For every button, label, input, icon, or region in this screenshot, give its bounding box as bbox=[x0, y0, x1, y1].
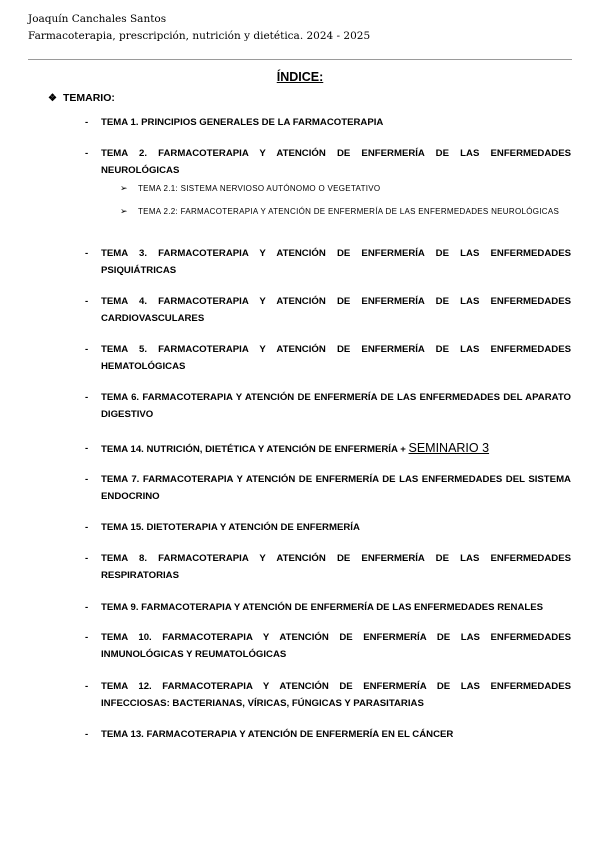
toc-item-tema-3[interactable] bbox=[85, 245, 571, 279]
toc-item-label: TEMA 13. FARMACOTERAPIA Y ATENCIÓN DE ENFERMERÍA EN EL CÁNCER bbox=[101, 729, 454, 740]
toc-item-label: TEMA 10. FARMACOTERAPIA Y ATENCIÓN DE ENFERMERÍA DE LAS ENFERMEDADES INMUNOLÓGICAS Y REUMATOLÓGICAS bbox=[101, 632, 571, 660]
dash-bullet: - bbox=[85, 729, 89, 740]
toc-subitem-tema-2-1[interactable] bbox=[120, 181, 571, 196]
toc-item-tema-5[interactable] bbox=[85, 341, 571, 375]
toc-item-tema-1[interactable] bbox=[85, 114, 571, 131]
toc-item-label-wrap bbox=[101, 440, 571, 458]
toc-item-label: TEMA 3. FARMACOTERAPIA Y ATENCIÓN DE ENFERMERÍA DE LAS ENFERMEDADES PSIQUIÁTRICAS bbox=[101, 248, 571, 276]
dash-bullet: - bbox=[85, 148, 89, 159]
toc-item-label: TEMA 15. DIETOTERAPIA Y ATENCIÓN DE ENFERMERÍA bbox=[101, 522, 360, 533]
toc-item-tema-8[interactable] bbox=[85, 550, 571, 584]
course-subject: Farmacoterapia, prescripción, nutrición y dietética. 2024 - 2025 bbox=[28, 30, 371, 42]
toc-item-tema-15[interactable] bbox=[85, 519, 571, 536]
dash-bullet: - bbox=[85, 474, 89, 485]
header-divider bbox=[28, 59, 572, 60]
author-name: Joaquín Canchales Santos bbox=[28, 13, 167, 25]
toc-item-label: TEMA 7. FARMACOTERAPIA Y ATENCIÓN DE ENFERMERÍA DE LAS ENFERMEDADES DEL SISTEMA ENDOCRINO bbox=[101, 474, 571, 502]
arrow-bullet-icon: ➢ bbox=[120, 206, 128, 216]
toc-item-tema-4[interactable] bbox=[85, 293, 571, 327]
toc-item-tema-9[interactable] bbox=[85, 599, 571, 616]
dash-bullet: - bbox=[85, 553, 89, 564]
toc-item-label: TEMA 5. FARMACOTERAPIA Y ATENCIÓN DE ENFERMERÍA DE LAS ENFERMEDADES HEMATOLÓGICAS bbox=[101, 344, 571, 372]
section-heading bbox=[48, 92, 115, 104]
toc-subitem-tema-2-2[interactable] bbox=[120, 204, 571, 219]
toc-item-tema-10[interactable] bbox=[85, 629, 571, 663]
dash-bullet: - bbox=[85, 117, 89, 128]
dash-bullet: - bbox=[85, 392, 89, 403]
seminario-link[interactable]: SEMINARIO 3 bbox=[408, 441, 490, 455]
section-label: TEMARIO: bbox=[62, 92, 115, 104]
toc-subitem-label: TEMA 2.2: FARMACOTERAPIA Y ATENCIÓN DE ENFERMERÍA DE LAS ENFERMEDADES NEUROLÓGICAS bbox=[138, 207, 560, 216]
toc-item-label: TEMA 12. FARMACOTERAPIA Y ATENCIÓN DE ENFERMERÍA DE LAS ENFERMEDADES INFECCIOSAS: BACTERIANAS, VÍRICAS, FÚNGICAS Y PARASITARIAS bbox=[101, 681, 571, 709]
toc-item-tema-12[interactable] bbox=[85, 678, 571, 712]
toc-item-tema-2[interactable] bbox=[85, 145, 571, 179]
dash-bullet: - bbox=[85, 248, 89, 259]
page-title: ÍNDICE: bbox=[276, 70, 324, 84]
toc-item-label: TEMA 14. NUTRICIÓN, DIETÉTICA Y ATENCIÓN DE ENFERMERÍA + bbox=[101, 444, 409, 455]
toc-item-label: TEMA 2. FARMACOTERAPIA Y ATENCIÓN DE ENFERMERÍA DE LAS ENFERMEDADES NEUROLÓGICAS bbox=[101, 148, 571, 176]
dash-bullet: - bbox=[85, 522, 89, 533]
toc-item-label: TEMA 1. PRINCIPIOS GENERALES DE LA FARMACOTERAPIA bbox=[101, 117, 384, 128]
dash-bullet: - bbox=[85, 344, 89, 355]
toc-item-label: TEMA 8. FARMACOTERAPIA Y ATENCIÓN DE ENFERMERÍA DE LAS ENFERMEDADES RESPIRATORIAS bbox=[101, 553, 571, 581]
toc-item-tema-7[interactable] bbox=[85, 471, 571, 505]
dash-bullet: - bbox=[85, 602, 89, 613]
toc-subitem-label: TEMA 2.1: SISTEMA NERVIOSO AUTÓNOMO O VEGETATIVO bbox=[138, 184, 381, 193]
dash-bullet: - bbox=[85, 296, 89, 307]
toc-item-tema-6[interactable] bbox=[85, 389, 571, 423]
dash-bullet: - bbox=[85, 681, 89, 692]
diamond-bullet-icon: ❖ bbox=[48, 92, 57, 104]
toc-item-label: TEMA 9. FARMACOTERAPIA Y ATENCIÓN DE ENFERMERÍA DE LAS ENFERMEDADES RENALES bbox=[101, 602, 544, 613]
toc-item-tema-13[interactable] bbox=[85, 726, 571, 743]
toc-item-label: TEMA 6. FARMACOTERAPIA Y ATENCIÓN DE ENFERMERÍA DE LAS ENFERMEDADES DEL APARATO DIGESTIVO bbox=[101, 392, 571, 420]
arrow-bullet-icon: ➢ bbox=[120, 183, 128, 193]
toc-item-tema-14[interactable] bbox=[85, 440, 571, 458]
dash-bullet: - bbox=[85, 632, 89, 643]
toc-item-label: TEMA 4. FARMACOTERAPIA Y ATENCIÓN DE ENFERMERÍA DE LAS ENFERMEDADES CARDIOVASCULARES bbox=[101, 296, 571, 324]
dash-bullet: - bbox=[85, 443, 89, 454]
page-header bbox=[28, 11, 370, 45]
